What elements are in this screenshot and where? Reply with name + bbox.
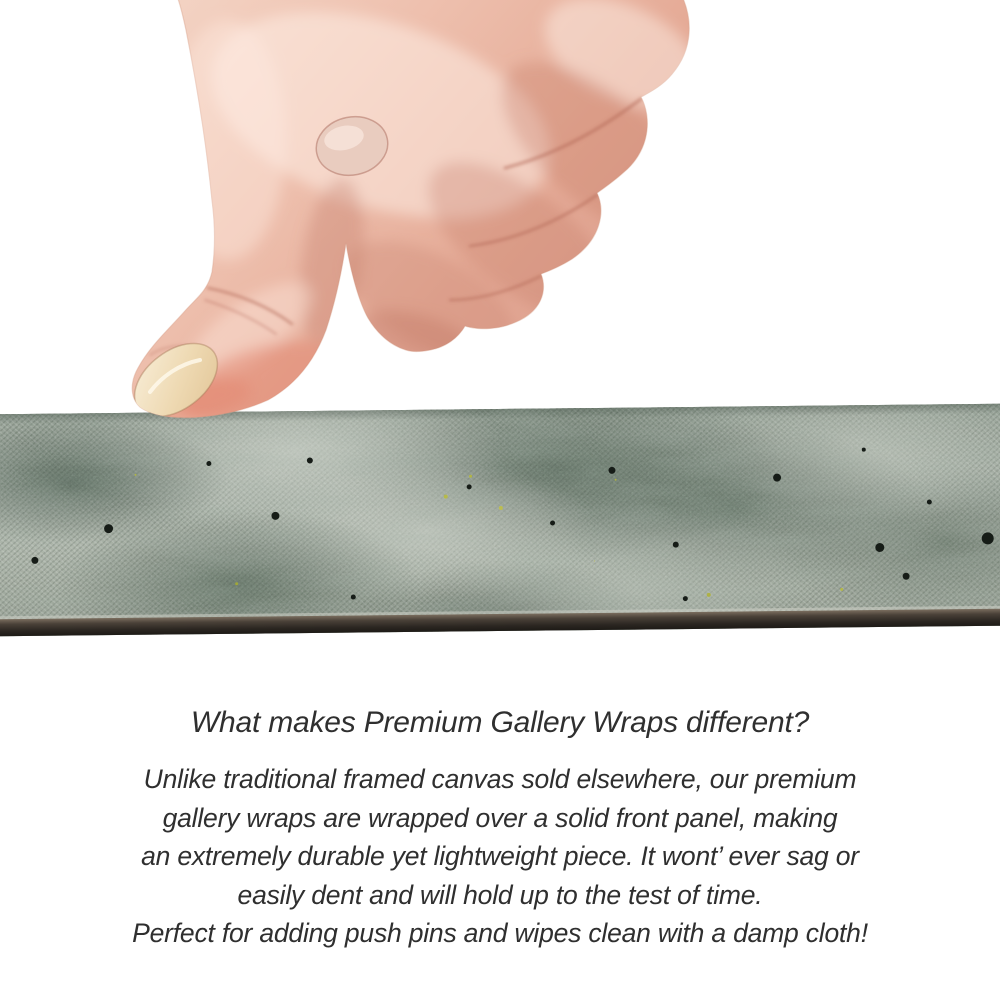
info-line-4: easily dent and will hold up to the test of time. — [237, 879, 763, 910]
info-text-block — [0, 703, 1000, 953]
canvas-paint-flecks — [444, 495, 448, 499]
info-line-2: gallery wraps are wrapped over a solid front panel, making — [162, 802, 838, 833]
canvas-grain-overlay — [0, 404, 1000, 637]
canvas-speckle-dots — [31, 557, 38, 564]
info-heading: What makes Premium Gallery Wraps different? — [190, 706, 810, 739]
hand-photo — [0, 0, 1000, 432]
info-line-5: Perfect for adding push pins and wipes clean with a damp cloth! — [132, 918, 868, 948]
canvas-wrap-edge — [0, 404, 1000, 637]
info-line-3: an extremely durable yet lightweight piece. It wont’ ever sag or — [141, 841, 859, 871]
info-line-1: Unlike traditional framed canvas sold elsewhere, our premium — [143, 764, 857, 794]
hand-shading — [129, 0, 727, 432]
